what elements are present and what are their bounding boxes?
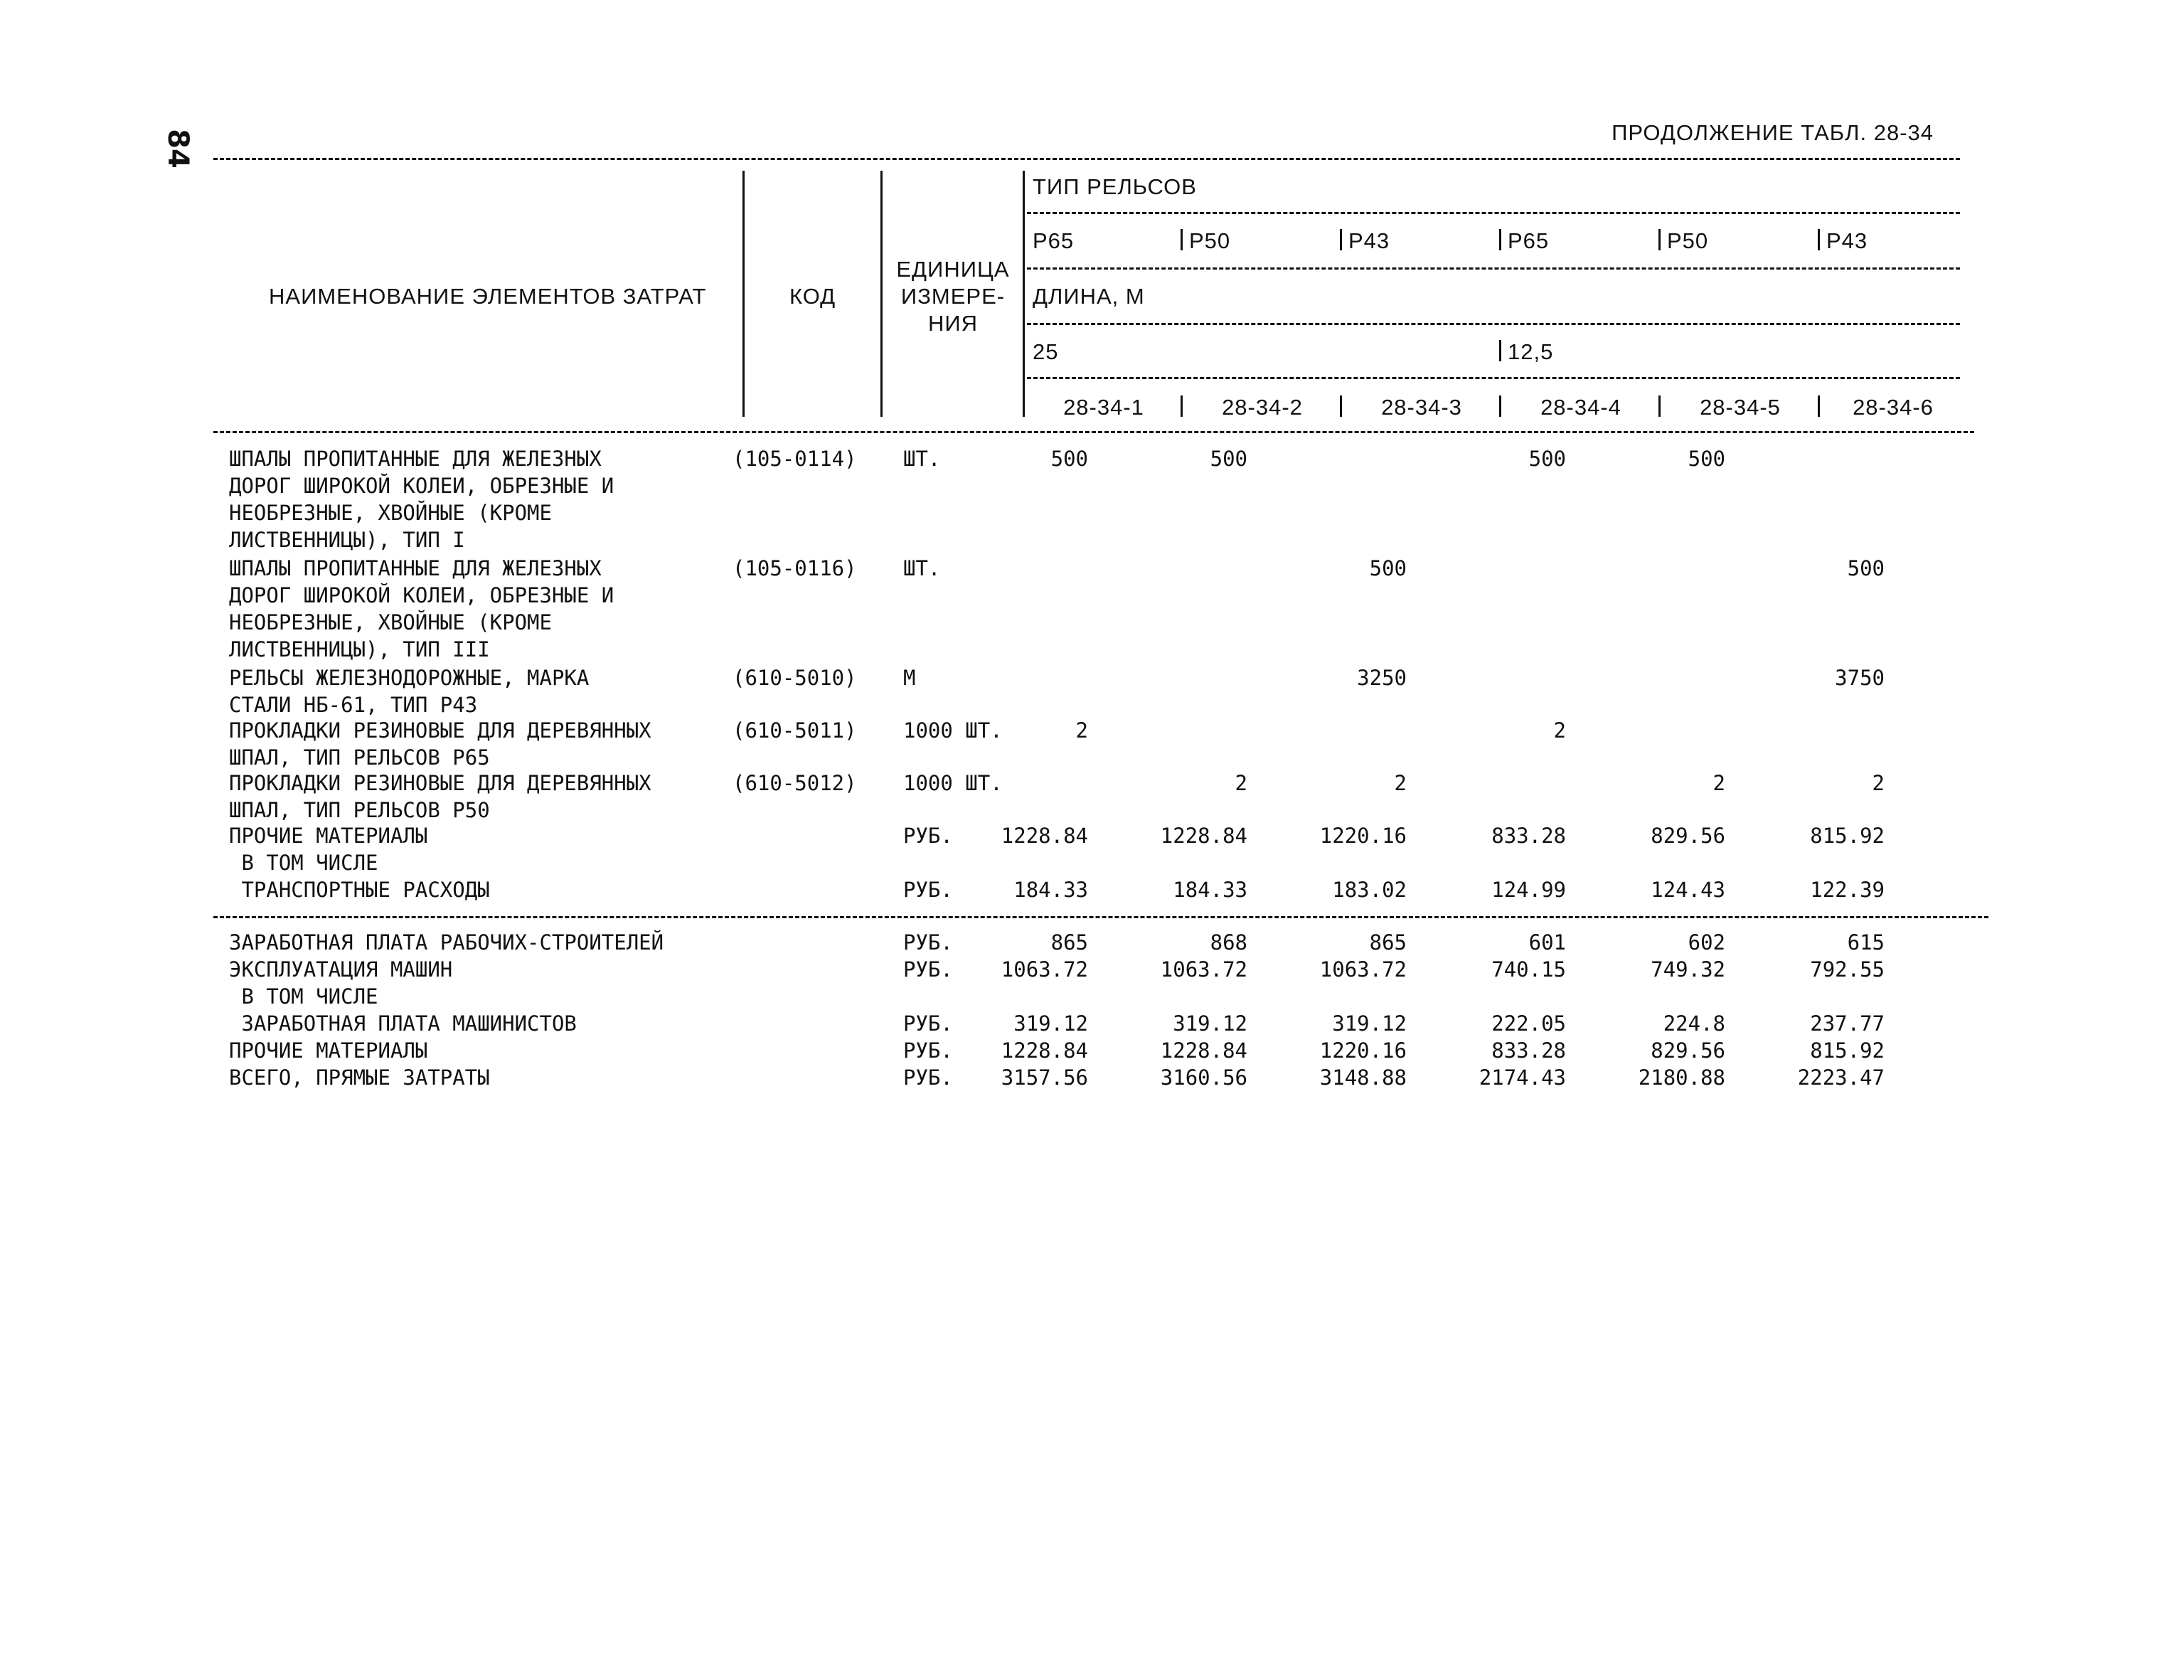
summary-value: 868 — [1210, 930, 1247, 955]
header-divider-code — [880, 171, 883, 417]
summary-value: 865 — [1369, 930, 1407, 955]
rail-type-sep — [1181, 229, 1183, 250]
row-value: 500 — [1210, 447, 1247, 471]
summary-name: ЗАРАБОТНАЯ ПЛАТА МАШИНИСТОВ — [229, 1011, 577, 1036]
row-code: (105-0114) — [733, 447, 857, 471]
summary-value: 319.12 — [1173, 1011, 1247, 1036]
summary-value: 865 — [1050, 930, 1088, 955]
header-divider-unit — [1023, 171, 1025, 417]
header-unit-line-1: ЕДИНИЦА — [896, 257, 1010, 282]
column-3: 28-34-3 — [1381, 395, 1462, 420]
row-name: ШПАЛЫ ПРОПИТАННЫЕ ДЛЯ ЖЕЛЕЗНЫХ ДОРОГ ШИРОКОЙ КОЛЕИ, ОБРЕЗНЫЕ И НЕОБРЕЗНЫЕ, ХВОЙНЫЕ (КРОМЕ ЛИСТВЕННИЦЫ), ТИП I — [229, 447, 614, 552]
row-code: (105-0116) — [733, 556, 857, 580]
header-length: ДЛИНА, М — [1033, 284, 1145, 309]
summary-value: 601 — [1528, 930, 1566, 955]
row-value: 1220.16 — [1319, 824, 1407, 848]
row-value: 3750 — [1835, 666, 1885, 690]
row-unit: М — [903, 666, 916, 690]
rail-type-5: Р50 — [1667, 228, 1709, 253]
summary-value: 615 — [1847, 930, 1885, 955]
header-unit-line-3: НИЯ — [927, 311, 979, 336]
row-value: 500 — [1528, 447, 1566, 471]
summary-value: 2180.88 — [1638, 1065, 1725, 1090]
row-name: РЕЛЬСЫ ЖЕЛЕЗНОДОРОЖНЫЕ, МАРКА СТАЛИ НБ-61, ТИП Р43 — [229, 666, 590, 717]
row-name: ТРАНСПОРТНЫЕ РАСХОДЫ — [229, 878, 490, 902]
rail-type-1: Р65 — [1033, 228, 1075, 253]
row-value: 500 — [1688, 447, 1725, 471]
summary-value: 2223.47 — [1797, 1065, 1885, 1090]
length-value-1: 25 — [1033, 339, 1059, 364]
row-value: 833.28 — [1491, 824, 1566, 848]
summary-value: 602 — [1688, 930, 1725, 955]
summary-name: ПРОЧИЕ МАТЕРИАЛЫ — [229, 1038, 428, 1063]
header-code: КОД — [789, 284, 836, 309]
row-value: 500 — [1050, 447, 1088, 471]
summary-value: 3160.56 — [1160, 1065, 1247, 1090]
summary-value: 749.32 — [1651, 957, 1725, 982]
row-name: В ТОМ ЧИСЛЕ — [229, 851, 378, 875]
summary-unit: РУБ. — [903, 930, 953, 955]
row-value: 3250 — [1357, 666, 1407, 690]
summary-name: ЭКСПЛУАТАЦИЯ МАШИН — [229, 957, 453, 982]
row-value: 2 — [1394, 771, 1407, 795]
summary-value: 1063.72 — [1001, 957, 1088, 982]
summary-value: 222.05 — [1491, 1011, 1566, 1036]
summary-name: В ТОМ ЧИСЛЕ — [229, 984, 378, 1009]
row-value: 122.39 — [1810, 878, 1885, 902]
length-value-2: 12,5 — [1508, 339, 1554, 364]
header-unit-line-2: ИЗМЕРЕ- — [900, 284, 1006, 309]
summary-value: 1063.72 — [1319, 957, 1407, 982]
row-value: 183.02 — [1332, 878, 1407, 902]
header-name: НАИМЕНОВАНИЕ ЭЛЕМЕНТОВ ЗАТРАТ — [269, 284, 707, 309]
row-value: 1228.84 — [1160, 824, 1247, 848]
summary-unit: РУБ. — [903, 1038, 953, 1063]
summary-unit: РУБ. — [903, 1011, 953, 1036]
continuation-title: ПРОДОЛЖЕНИЕ ТАБЛ. 28-34 — [1612, 120, 1934, 145]
summary-value: 224.8 — [1663, 1011, 1725, 1036]
column-sep — [1658, 395, 1661, 417]
row-value: 829.56 — [1651, 824, 1725, 848]
rail-type-4: Р65 — [1508, 228, 1550, 253]
column-2: 28-34-2 — [1222, 395, 1303, 420]
row-value: 2 — [1872, 771, 1885, 795]
header-rule-3 — [1027, 323, 1960, 325]
rail-type-sep — [1340, 229, 1342, 250]
row-value: 124.43 — [1651, 878, 1725, 902]
row-name: ПРОЧИЕ МАТЕРИАЛЫ — [229, 824, 428, 848]
summary-value: 319.12 — [1013, 1011, 1088, 1036]
header-rule-4 — [1027, 377, 1960, 379]
row-name: ПРОКЛАДКИ РЕЗИНОВЫЕ ДЛЯ ДЕРЕВЯННЫХ ШПАЛ, ТИП РЕЛЬСОВ Р50 — [229, 771, 651, 822]
page-number: 84 — [161, 129, 194, 169]
header-rule-2 — [1027, 267, 1960, 270]
rail-type-2: Р50 — [1189, 228, 1231, 253]
row-code: (610-5010) — [733, 666, 857, 690]
summary-unit: РУБ. — [903, 957, 953, 982]
top-rule — [213, 158, 1960, 160]
row-name: ПРОКЛАДКИ РЕЗИНОВЫЕ ДЛЯ ДЕРЕВЯННЫХ ШПАЛ, ТИП РЕЛЬСОВ Р65 — [229, 718, 651, 770]
row-value: 2 — [1235, 771, 1247, 795]
rail-type-sep — [1658, 229, 1661, 250]
column-1: 28-34-1 — [1063, 395, 1144, 420]
header-rail-type: ТИП РЕЛЬСОВ — [1033, 174, 1197, 199]
row-code: (610-5011) — [733, 718, 857, 743]
summary-unit: РУБ. — [903, 1065, 953, 1090]
summary-value: 237.77 — [1810, 1011, 1885, 1036]
column-5: 28-34-5 — [1700, 395, 1781, 420]
row-value: 184.33 — [1013, 878, 1088, 902]
row-unit: ШТ. — [903, 556, 941, 580]
row-value: 815.92 — [1810, 824, 1885, 848]
row-name: ШПАЛЫ ПРОПИТАННЫЕ ДЛЯ ЖЕЛЕЗНЫХ ДОРОГ ШИРОКОЙ КОЛЕИ, ОБРЕЗНЫЕ И НЕОБРЕЗНЫЕ, ХВОЙНЫЕ (КРОМЕ ЛИСТВЕННИЦЫ), ТИП III — [229, 556, 614, 661]
row-value: 2 — [1075, 718, 1088, 743]
header-bottom-rule — [213, 431, 1974, 433]
summary-value: 1220.16 — [1319, 1038, 1407, 1063]
rail-type-3: Р43 — [1348, 228, 1390, 253]
summary-value: 3148.88 — [1319, 1065, 1407, 1090]
summary-value: 3157.56 — [1001, 1065, 1088, 1090]
row-value: 124.99 — [1491, 878, 1566, 902]
row-value: 184.33 — [1173, 878, 1247, 902]
column-4: 28-34-4 — [1540, 395, 1621, 420]
summary-value: 2174.43 — [1479, 1065, 1566, 1090]
row-code: (610-5012) — [733, 771, 857, 795]
column-sep — [1499, 395, 1501, 417]
row-unit: 1000 ШТ. — [903, 718, 1003, 743]
rail-type-6: Р43 — [1826, 228, 1868, 253]
summary-name: ВСЕГО, ПРЯМЫЕ ЗАТРАТЫ — [229, 1065, 490, 1090]
summary-value: 1228.84 — [1160, 1038, 1247, 1063]
row-value: 2 — [1712, 771, 1725, 795]
column-sep — [1818, 395, 1820, 417]
rail-type-sep — [1499, 229, 1501, 250]
row-value: 1228.84 — [1001, 824, 1088, 848]
summary-value: 792.55 — [1810, 957, 1885, 982]
summary-rule — [213, 916, 1988, 918]
row-unit: РУБ. — [903, 824, 953, 848]
rail-type-sep — [1818, 229, 1820, 250]
row-unit: ШТ. — [903, 447, 941, 471]
summary-name: ЗАРАБОТНАЯ ПЛАТА РАБОЧИХ-СТРОИТЕЛЕЙ — [229, 930, 664, 955]
summary-value: 319.12 — [1332, 1011, 1407, 1036]
header-rule-1 — [1027, 212, 1960, 214]
row-value: 500 — [1847, 556, 1885, 580]
summary-value: 1228.84 — [1001, 1038, 1088, 1063]
summary-value: 1063.72 — [1160, 957, 1247, 982]
summary-value: 833.28 — [1491, 1038, 1566, 1063]
summary-value: 815.92 — [1810, 1038, 1885, 1063]
row-unit: РУБ. — [903, 878, 953, 902]
length-sep — [1499, 340, 1501, 361]
header-divider-name — [742, 171, 745, 417]
row-value: 500 — [1369, 556, 1407, 580]
summary-value: 740.15 — [1491, 957, 1566, 982]
row-value: 2 — [1553, 718, 1566, 743]
row-unit: 1000 ШТ. — [903, 771, 1003, 795]
column-sep — [1340, 395, 1342, 417]
column-6: 28-34-6 — [1853, 395, 1934, 420]
summary-value: 829.56 — [1651, 1038, 1725, 1063]
column-sep — [1181, 395, 1183, 417]
